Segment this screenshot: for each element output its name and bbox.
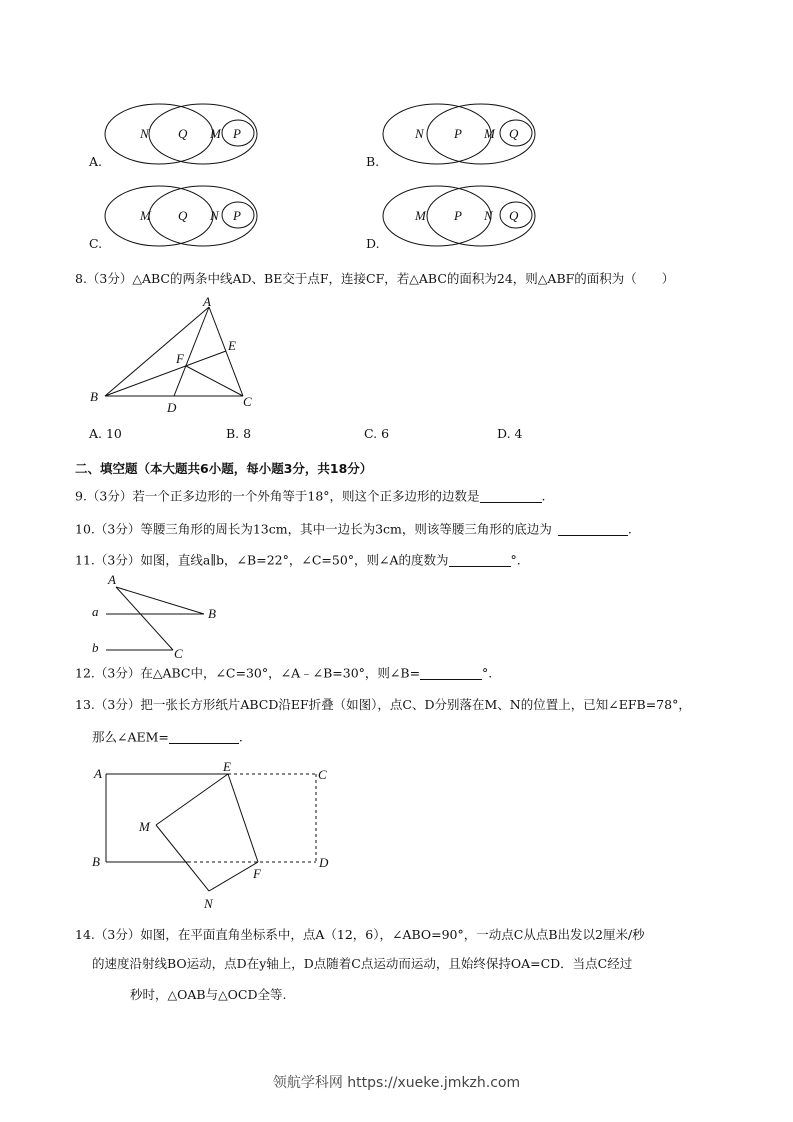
q14-line3 bbox=[92, 989, 287, 1002]
point-label: E bbox=[228, 338, 236, 353]
q11-line bbox=[75, 554, 521, 567]
point-label: B bbox=[90, 389, 98, 404]
q13-end: . bbox=[238, 729, 243, 745]
venn-label: M bbox=[484, 126, 495, 141]
q11-parallel-lines-figure bbox=[86, 570, 226, 660]
point-label: A bbox=[203, 294, 211, 309]
point-label: A bbox=[94, 766, 102, 781]
q9-end: . bbox=[541, 488, 546, 504]
venn-label: Q bbox=[178, 208, 188, 223]
venn-label: P bbox=[454, 126, 462, 141]
q12-end: °. bbox=[482, 665, 493, 681]
venn-label: M bbox=[210, 126, 221, 141]
point-label: B bbox=[92, 854, 100, 869]
q9-line bbox=[75, 490, 546, 503]
venn-label: Q bbox=[509, 126, 519, 141]
q13-line1: 13.（3分）把一张长方形纸片ABCD沿EF折叠（如图），点C、D分别落在M、N的位置上，已知∠EFB=78°， bbox=[75, 697, 691, 712]
point-label: D bbox=[319, 855, 329, 870]
venn-label: P bbox=[233, 126, 241, 141]
q10-answer-blank[interactable] bbox=[558, 523, 628, 536]
venn-label: N bbox=[210, 208, 219, 223]
venn-label: P bbox=[233, 208, 241, 223]
point-label: N bbox=[204, 896, 213, 911]
choice-b[interactable]: B. 8 bbox=[226, 426, 252, 441]
choice-d[interactable]: D. 4 bbox=[497, 426, 523, 441]
point-label: D bbox=[167, 400, 177, 415]
q14-line1: 14.（3分）如图，在平面直角坐标系中，点A（12，6），∠ABO=90°，一动点C从点B出发以2厘米/秒 bbox=[75, 927, 645, 942]
q8-triangle-figure bbox=[86, 295, 266, 415]
option-label[interactable]: D. bbox=[366, 236, 380, 251]
point-label: F bbox=[253, 866, 261, 881]
venn-label: N bbox=[140, 126, 149, 141]
q13-folded-rectangle-figure bbox=[88, 758, 348, 918]
option-label[interactable]: C. bbox=[89, 236, 103, 251]
q11-answer-blank[interactable] bbox=[449, 554, 511, 567]
footer-site: 领航学科网 https://xueke.jmkzh.com bbox=[272, 1075, 521, 1091]
venn-option-d bbox=[378, 182, 548, 250]
q14-text: 秒时，△OAB与△OCD全等. bbox=[130, 987, 287, 1002]
q9-answer-blank[interactable] bbox=[480, 490, 542, 503]
venn-option-a bbox=[100, 100, 270, 168]
q14-line2: 的速度沿射线BO运动，点D在y轴上，D点随着C点运动而运动，且始终保持OA=CD．当点C经过 bbox=[92, 956, 633, 971]
venn-label: P bbox=[454, 208, 462, 223]
q12-line bbox=[75, 667, 492, 680]
venn-option-b bbox=[378, 100, 548, 168]
venn-label: M bbox=[415, 208, 426, 223]
venn-option-c bbox=[100, 182, 270, 250]
q10-text: 10.（3分）等腰三角形的周长为13cm，其中一边长为3cm，则该等腰三角形的底边为 bbox=[75, 521, 552, 537]
q12-answer-blank[interactable] bbox=[420, 667, 482, 680]
point-label: F bbox=[176, 351, 184, 366]
q13-line2 bbox=[92, 731, 243, 744]
q11-end: °. bbox=[510, 552, 521, 568]
point-label: M bbox=[139, 819, 150, 834]
point-label: C bbox=[174, 646, 183, 661]
section-title: 二、填空题（本大题共6小题，每小题3分，共18分） bbox=[75, 461, 373, 476]
venn-label: N bbox=[484, 208, 493, 223]
q9-text: 9.（3分）若一个正多边形的一个外角等于18°，则这个正多边形的边数是 bbox=[75, 488, 480, 504]
option-label[interactable]: B. bbox=[366, 154, 380, 169]
venn-label: N bbox=[415, 126, 424, 141]
point-label: E bbox=[223, 759, 231, 774]
point-label: C bbox=[243, 394, 252, 409]
choice-c[interactable]: C. 6 bbox=[364, 426, 390, 441]
q12-text: 12.（3分）在△ABC中，∠C=30°，∠A﹣∠B=30°，则∠B= bbox=[75, 665, 421, 681]
line-label: a bbox=[92, 604, 99, 619]
q14-answer-blank[interactable] bbox=[92, 990, 130, 1002]
option-label[interactable]: A. bbox=[89, 154, 103, 169]
venn-label: Q bbox=[509, 208, 519, 223]
q10-end: . bbox=[627, 521, 632, 537]
venn-label: Q bbox=[178, 126, 188, 141]
line-label: b bbox=[92, 640, 99, 655]
q13-text: 那么∠AEM= bbox=[92, 729, 169, 745]
q13-answer-blank[interactable] bbox=[169, 731, 239, 744]
choice-a[interactable]: A. 10 bbox=[89, 426, 122, 441]
point-label: B bbox=[208, 606, 216, 621]
point-label: A bbox=[108, 572, 116, 587]
q11-text: 11.（3分）如图，直线a∥b，∠B=22°，∠C=50°，则∠A的度数为 bbox=[75, 552, 449, 568]
q8-text: 8.（3分）△ABC的两条中线AD、BE交于点F，连接CF，若△ABC的面积为24，则△ABF的面积为（ ） bbox=[75, 271, 675, 286]
venn-label: M bbox=[140, 208, 151, 223]
q10-line bbox=[75, 523, 632, 536]
point-label: C bbox=[318, 767, 327, 782]
